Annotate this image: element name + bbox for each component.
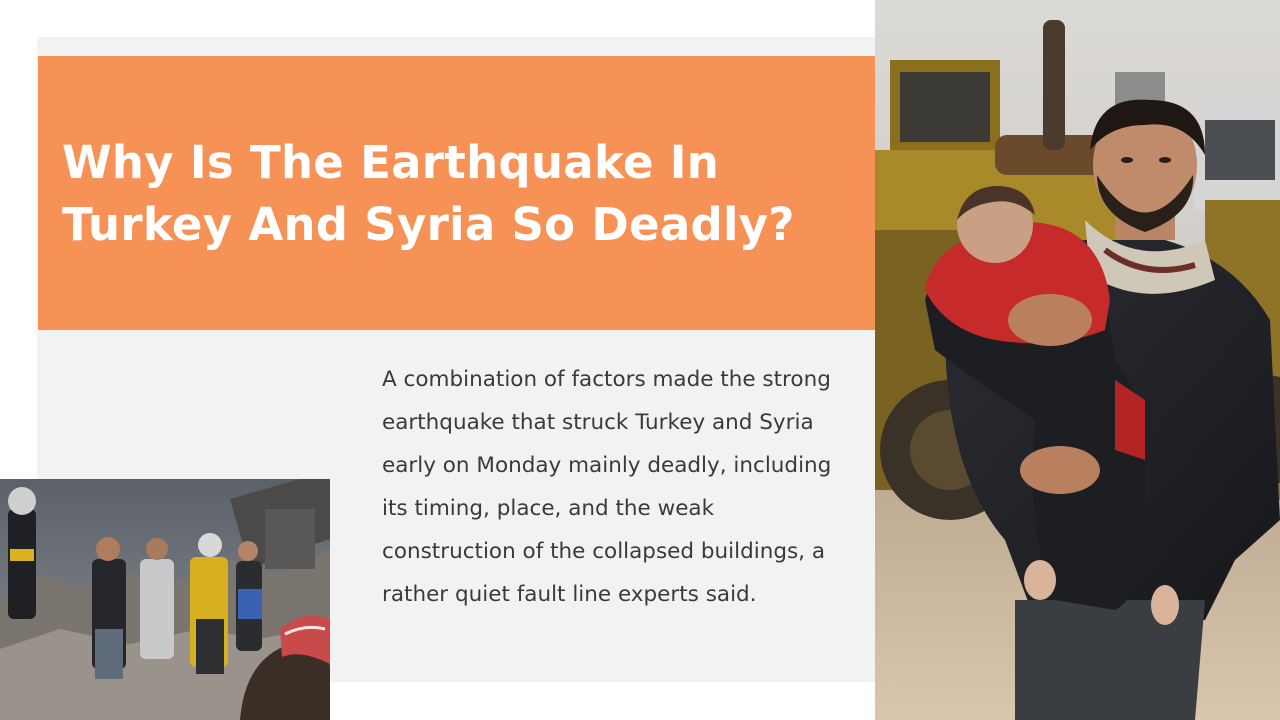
man-carrying-child-photo [875, 0, 1280, 720]
slide-title: Why Is The Earthquake In Turkey And Syria So Deadly? [62, 136, 795, 251]
rescue-team-image [0, 479, 330, 720]
body-paragraph: A combination of factors made the strong earthquake that struck Turkey and Syria early on Monday mainly deadly, including its timing, place, and the weak construction of the collapsed buildings, a rather quiet fault line experts said. [382, 367, 832, 607]
man-carrying-child-image [875, 0, 1280, 720]
rescue-team-photo [0, 479, 330, 720]
